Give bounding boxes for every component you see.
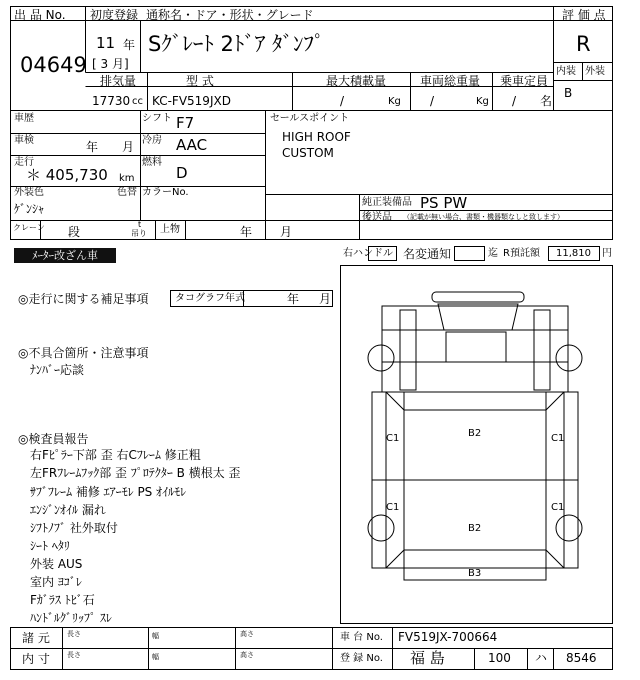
capacity-unit: 名 [540,94,553,108]
max-load-label: 最大積載量 [326,74,387,88]
plate-class: 100 [488,651,511,665]
name-label: 通称名・ドア・形状・グレード [146,8,314,22]
damage-label-rear-b3: B3 [468,568,482,579]
damage-label-right-c1-lower: C1 [551,502,565,513]
damage-label-lower-b2: B2 [468,523,482,534]
up-year: 年 [240,225,253,239]
defect-title: ◎不具合箇所・注意事項 [18,346,149,360]
gross-weight-unit: Kg [476,96,489,107]
crane-hook: 吊り [131,229,147,238]
inspector-line: ｴﾝｼﾞﾝｵｲﾙ 漏れ [30,503,106,517]
color-label: 外装色 [14,187,44,198]
first-reg-label: 初度登録 [90,8,139,22]
damage-label-left-c1: C1 [386,433,400,444]
meter-tamper-banner: ﾒｰﾀｰ改ざん車 [14,248,116,263]
sales-point-2: CUSTOM [282,146,334,160]
damage-label-right-c1: C1 [551,433,565,444]
mileage-label: 走行 [14,157,34,168]
cargo-label: 内 寸 [22,652,50,666]
eval-label: 評 価 点 [562,8,606,22]
inspector-line: ｼｰﾄ ﾍﾀﾘ [30,539,70,553]
recycle-label: R預託額 [503,248,540,259]
fuel-value: D [176,164,188,182]
plate-kana: ハ [535,651,548,665]
recycle-value: 11,810 [556,248,591,259]
inspector-line: ｼﾌﾄﾉﾌﾞ 社外取付 [30,521,118,535]
reg-month: [ 3 月] [92,57,129,71]
aircon-label: 冷房 [142,135,162,146]
lot-number: 04649 [20,53,87,77]
cc-unit: cc [132,96,143,107]
max-load-unit: Kg [388,96,401,107]
gross-weight-value: / [430,94,435,108]
inspector-title: ◎検査員報告 [18,432,89,446]
interior-label: 内装 [556,66,576,77]
reg-year: 11 [96,34,116,52]
aftermarket-label: 後送品 [362,212,392,223]
inspector-line: 室内 ﾖｺﾞﾚ [30,575,82,589]
chassis-label: 車 台 No. [340,632,383,643]
driving-notes-title: ◎走行に関する補足事項 [18,292,149,306]
shift-value: F7 [176,114,195,132]
equipment-label: 純正装備品 [362,197,412,208]
crane-label: クレーン [13,223,45,232]
plate-label: 登 録 No. [340,653,383,664]
exterior-label: 外装 [585,66,605,77]
up-month: 月 [280,225,293,239]
mileage-value: ＊ 405,730 [26,166,108,184]
inspector-line: ﾊﾝﾄﾞﾙｸﾞﾘｯﾌﾟ ｽﾚ [30,611,112,625]
name-change-label: 名変通知 [403,247,452,261]
reg-year-unit: 年 [123,38,136,52]
dims-height-label: 高さ [240,630,254,638]
tacho-month: 月 [319,292,332,306]
cargo-width-label: 幅 [152,653,159,661]
sales-point-1: HIGH ROOF [282,130,351,144]
color-value: ｹﾞﾝｼｬ [14,202,45,216]
cargo-length-label: 長さ [67,651,81,659]
plate-region: 福 島 [410,649,445,667]
model-label: 型 式 [186,74,214,88]
displacement-label: 排気量 [100,74,137,88]
mileage-unit: km [119,173,135,184]
defect-text: ﾅﾝﾊﾞｰ応談 [30,363,85,377]
chassis-number: FV519JX-700664 [398,630,498,644]
deadline-label: 迄 [488,248,498,259]
fuel-label: 燃料 [142,157,162,168]
inspector-line: ｻﾌﾞﾌﾚｰﾑ 補修 ｴｱｰﾓﾚ PS ｵｲﾙﾓﾚ [30,485,187,499]
inspection-year: 年 [86,140,99,154]
aftermarket-note: （記載が無い場合、書類・機器類なしと致します） [403,213,564,221]
sales-point-label: セールスポイント [270,113,350,124]
color-code-label: カラーNo. [142,187,189,198]
history-label: 車歴 [14,113,34,124]
yen-unit: 円 [602,248,612,259]
inspection-month: 月 [122,140,135,154]
shift-label: シフト [142,113,172,124]
grade: R [576,32,591,56]
crane-stage: 段 [68,225,81,239]
up-label: 上物 [160,224,180,235]
inspector-line: 左FRﾌﾚｰﾑﾌｯｸ部 歪 ﾌﾟﾛﾃｸﾀｰ B 横根太 歪 [30,466,241,480]
inspector-line: 右Fﾋﾟﾗｰ下部 歪 右Cﾌﾚｰﾑ 修正粗 [30,448,201,462]
interior-grade: B [564,86,573,100]
damage-label-left-c1-lower: C1 [386,502,400,513]
cargo-height-label: 高さ [240,651,254,659]
gross-weight-label: 車両総重量 [420,74,481,88]
dims-width-label: 幅 [152,632,159,640]
inspector-line: Fｶﾞﾗｽ ﾄﾋﾞ石 [30,593,95,607]
capacity-value: / [512,94,517,108]
plate-number: 8546 [566,651,597,665]
dims-length-label: 長さ [67,630,81,638]
tacho-label: タコグラフ年式 [175,293,245,304]
equipment-value: PS PW [420,194,468,212]
model-name: Sｸﾞﾚｰﾄ 2ﾄﾞｱ ﾀﾞﾝﾌﾟ [148,32,325,56]
dims-label: 諸 元 [22,631,50,645]
tacho-year: 年 [287,292,300,306]
model-code: KC-FV519JXD [152,94,231,108]
inspection-label: 車検 [14,135,34,146]
max-load-value: / [340,94,345,108]
aircon-value: AAC [176,136,208,154]
capacity-label: 乗車定員 [500,74,549,88]
damage-label-upper-b2: B2 [468,428,482,439]
crane-ton: t [138,220,142,229]
displacement-value: 17730 [92,94,131,108]
right-hand-label: 右ハンドル [343,248,393,259]
lot-label: 出 品 No. [14,8,66,22]
color-change-label: 色替 [117,187,137,198]
inspector-line: 外装 AUS [30,557,83,571]
